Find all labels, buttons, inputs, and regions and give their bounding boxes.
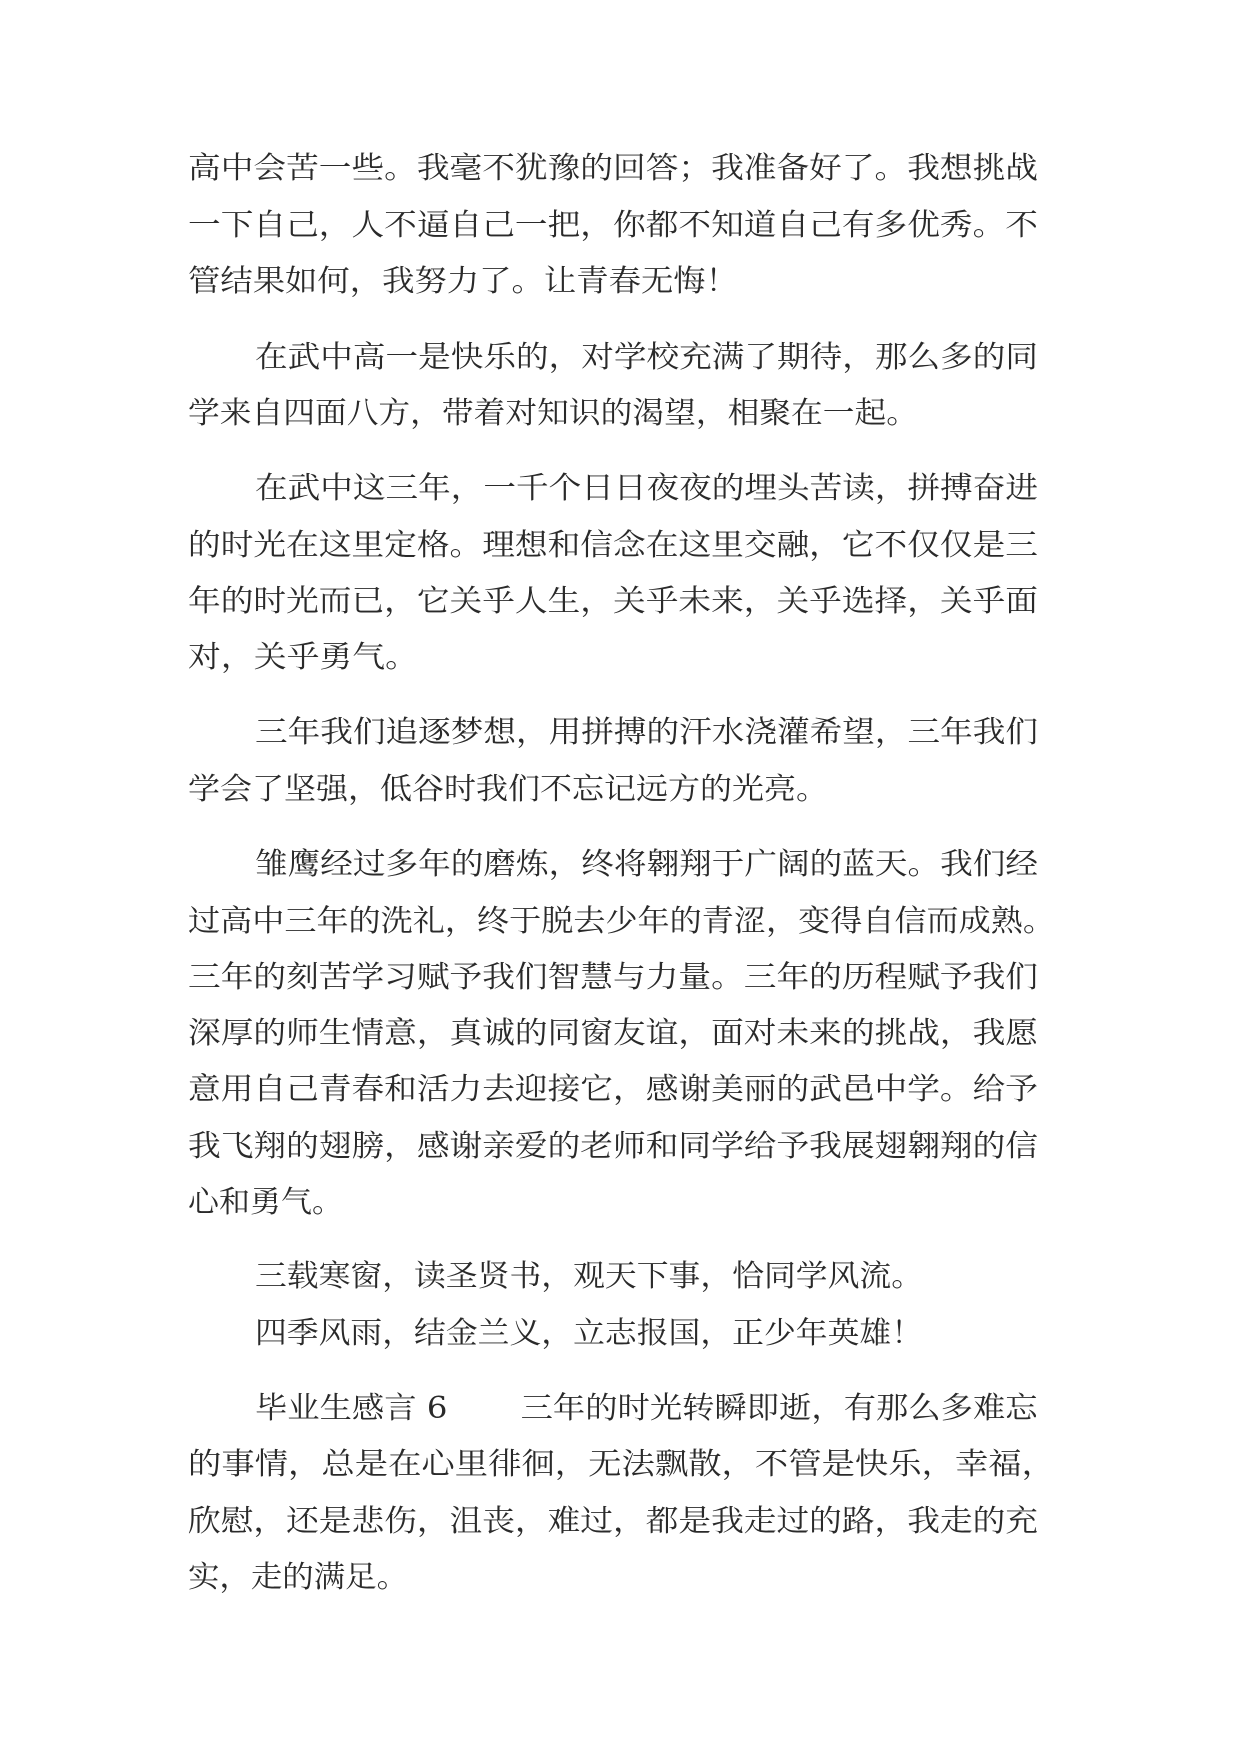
text-line: 的时光在这里定格。理想和信念在这里交融，它不仅仅是三: [188, 528, 1038, 563]
text-line: 雏鹰经过多年的磨炼，终将翱翔于广阔的蓝天。我们经: [255, 847, 1038, 882]
text-line: 实，走的满足。: [188, 1560, 408, 1595]
text-line: 在武中高一是快乐的，对学校充满了期待，那么多的同: [255, 340, 1038, 375]
text-line: 三年我们追逐梦想，用拼搏的汗水浇灌希望，三年我们: [255, 715, 1038, 750]
text-line: 的事情，总是在心里徘徊，无法飘散，不管是快乐，幸福，: [188, 1447, 1055, 1482]
text-line: 年的时光而已，它关乎人生，关乎未来，关乎选择，关乎面: [188, 584, 1038, 619]
text-line: 三载寒窗，读圣贤书，观天下事，恰同学风流。: [255, 1259, 924, 1294]
text-line: 三年的刻苦学习赋予我们智慧与力量。三年的历程赋予我们: [188, 960, 1038, 995]
text-line: 过高中三年的洗礼，终于脱去少年的青涩，变得自信而成熟。: [188, 904, 1055, 939]
text-line: 在武中这三年，一千个日日夜夜的埋头苦读，拼搏奋进: [255, 471, 1038, 506]
text-line: 学来自四面八方，带着对知识的渴望，相聚在一起。: [188, 396, 918, 431]
text-line: 高中会苦一些。我毫不犹豫的回答；我准备好了。我想挑战: [188, 151, 1038, 186]
section-heading-label: 毕业生感言 6: [255, 1391, 448, 1426]
text-line: 一下自己，人不逼自己一把，你都不知道自己有多优秀。不: [188, 208, 1038, 243]
text-line: 我飞翔的翅膀，感谢亲爱的老师和同学给予我展翅翱翔的信: [188, 1129, 1038, 1164]
section-heading-line: [255, 1389, 1038, 1429]
text-line: 深厚的师生情意，真诚的同窗友谊，面对未来的挑战，我愿: [188, 1016, 1038, 1051]
text-line: 欣慰，还是悲伤，沮丧，难过，都是我走过的路，我走的充: [188, 1504, 1038, 1539]
section-heading-text: 三年的时光转瞬即逝，有那么多难忘: [520, 1391, 1038, 1426]
text-line: 学会了坚强，低谷时我们不忘记远方的光亮。: [188, 772, 829, 807]
text-line: 四季风雨，结金兰义，立志报国，正少年英雄！: [255, 1316, 924, 1351]
text-line: 意用自己青春和活力去迎接它，感谢美丽的武邑中学。给予: [188, 1072, 1038, 1107]
text-line: 对，关乎勇气。: [188, 640, 418, 675]
text-line: 管结果如何，我努力了。让青春无悔！: [188, 264, 738, 299]
text-line: 心和勇气。: [188, 1185, 343, 1220]
